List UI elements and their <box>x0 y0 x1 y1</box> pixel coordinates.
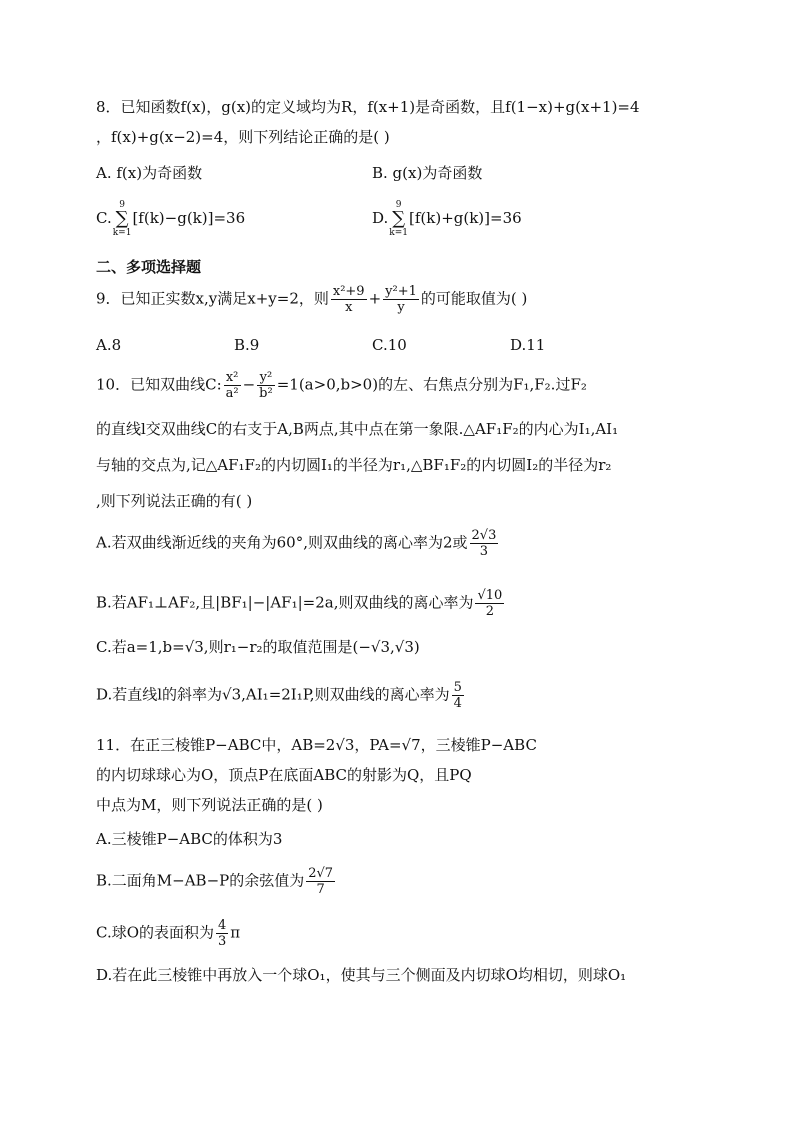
q10-minus: − <box>242 375 256 394</box>
q10-d-num: 5 <box>453 680 462 695</box>
q10-prefix: 10．已知双曲线C: <box>96 375 222 394</box>
q9-prefix: 9．已知正实数x,y满足x+y=2，则 <box>96 289 329 308</box>
q11-option-c <box>96 918 240 949</box>
q10-f1-num: x² <box>224 370 241 386</box>
q11-b-den: 7 <box>316 882 325 897</box>
q8-option-c-expr: [f(k)−g(k)]=36 <box>132 209 246 227</box>
q10-option-d-text: D.若直线l的斜率为√3,AI₁=2I₁P,则双曲线的离心率为 <box>96 685 450 704</box>
q9-option-b: B.9 <box>234 336 260 354</box>
q8-line2: ，f(x)+g(x−2)=4，则下列结论正确的是( ) <box>96 128 390 146</box>
q9-option-d: D.11 <box>510 336 546 354</box>
q11-c-num: 4 <box>218 918 227 933</box>
q10-suffix: =1(a>0,b>0)的左、右焦点分别为F₁,F₂.过F₂ <box>276 375 587 394</box>
q10-option-a <box>96 528 500 559</box>
q9-fraction-2 <box>383 284 419 315</box>
q11-option-c-fraction <box>216 918 228 949</box>
q8-line1: 8．已知函数f(x)，g(x)的定义域均为R，f(x+1)是奇函数，且f(1−x)+g(x+1)=4 <box>96 98 640 116</box>
q10-option-d-fraction <box>452 680 464 711</box>
q10-line4: ,则下列说法正确的有( ) <box>96 492 253 510</box>
q10-option-d <box>96 680 466 711</box>
q10-b-den: 2 <box>485 604 495 619</box>
q10-line2: 的直线l交双曲线C的右支于A,B两点,其中点在第一象限.△AF₁F₂的内心为I₁,AI₁ <box>96 420 619 438</box>
q10-option-c: C.若a=1,b=√3,则r₁−r₂的取值范围是(−√3,√3) <box>96 638 420 656</box>
q9-fraction-1 <box>331 284 367 315</box>
q9-frac1-den: x <box>345 300 353 315</box>
q8-option-d <box>372 200 522 238</box>
q11-option-a: A.三棱锥P−ABC的体积为3 <box>96 830 283 848</box>
q9-frac1-num: x²+9 <box>332 284 365 299</box>
q8-option-b: B. g(x)为奇函数 <box>372 164 483 182</box>
q11-c-den: 3 <box>218 934 227 949</box>
q10-fraction-y <box>257 370 275 401</box>
q11-option-d: D.若在此三棱锥中再放入一个球O₁，使其与三个侧面及内切球O均相切，则球O₁ <box>96 966 627 984</box>
q11-line3: 中点为M，则下列说法正确的是( ) <box>96 796 323 814</box>
q8-option-d-expr: [f(k)+g(k)]=36 <box>409 209 522 227</box>
sum-symbol: 9 ∑ k=1 <box>112 200 132 238</box>
q9-option-a: A.8 <box>96 336 122 354</box>
q9-plus: + <box>368 289 382 308</box>
q10-line3: 与轴的交点为,记△AF₁F₂的内切圆I₁的半径为r₁,△BF₁F₂的内切圆I₂的半径为r₂ <box>96 456 612 474</box>
q10-d-den: 4 <box>453 696 462 711</box>
q9-suffix: 的可能取值为( ) <box>420 289 528 308</box>
q10-f2-num: y² <box>257 370 275 386</box>
section-title: 二、多项选择题 <box>96 258 202 276</box>
q9-frac2-num: y²+1 <box>385 284 417 299</box>
q10-a-num: 2√3 <box>471 528 497 543</box>
q8-option-c-label: C. <box>96 209 112 227</box>
q9-stem <box>96 284 734 315</box>
q9-option-c: C.10 <box>372 336 407 354</box>
q8-option-a: A. f(x)为奇函数 <box>96 164 203 182</box>
sum-top: 9 <box>119 200 125 210</box>
q10-option-a-fraction <box>470 528 499 559</box>
q10-a-den: 3 <box>479 544 489 559</box>
q10-line1 <box>96 370 734 401</box>
q11-b-num: 2√7 <box>308 866 334 881</box>
q10-option-b <box>96 588 506 619</box>
q11-option-c-text: C.球O的表面积为 <box>96 923 215 942</box>
q10-b-num: √10 <box>477 588 503 603</box>
sum-bottom: k=1 <box>112 228 132 238</box>
q11-line1: 11．在正三棱锥P−ABC中，AB=2√3，PA=√7，三棱锥P−ABC <box>96 736 537 754</box>
q11-option-b <box>96 866 337 897</box>
q10-option-b-fraction <box>475 588 504 619</box>
q11-option-b-text: B.二面角M−AB−P的余弦值为 <box>96 871 305 890</box>
sum-symbol: 9 ∑ k=1 <box>389 200 408 238</box>
q10-option-a-text: A.若双曲线渐近线的夹角为60°,则双曲线的离心率为2或 <box>96 533 468 552</box>
q10-f2-den: b² <box>259 386 273 401</box>
q11-option-c-suffix: π <box>230 923 241 942</box>
q11-line2: 的内切球球心为O，顶点P在底面ABC的射影为Q，且PQ <box>96 766 472 784</box>
q8-option-d-label: D. <box>372 209 389 227</box>
q8-option-c <box>96 200 245 238</box>
sum-bottom: k=1 <box>389 228 408 238</box>
sum-top: 9 <box>395 200 402 210</box>
q10-f1-den: a² <box>225 386 239 401</box>
q10-fraction-x <box>224 370 241 401</box>
q11-option-b-fraction <box>306 866 335 897</box>
q10-option-b-text: B.若AF₁⊥AF₂,且|BF₁|−|AF₁|=2a,则双曲线的离心率为 <box>96 593 474 612</box>
q9-frac2-den: y <box>397 300 405 315</box>
